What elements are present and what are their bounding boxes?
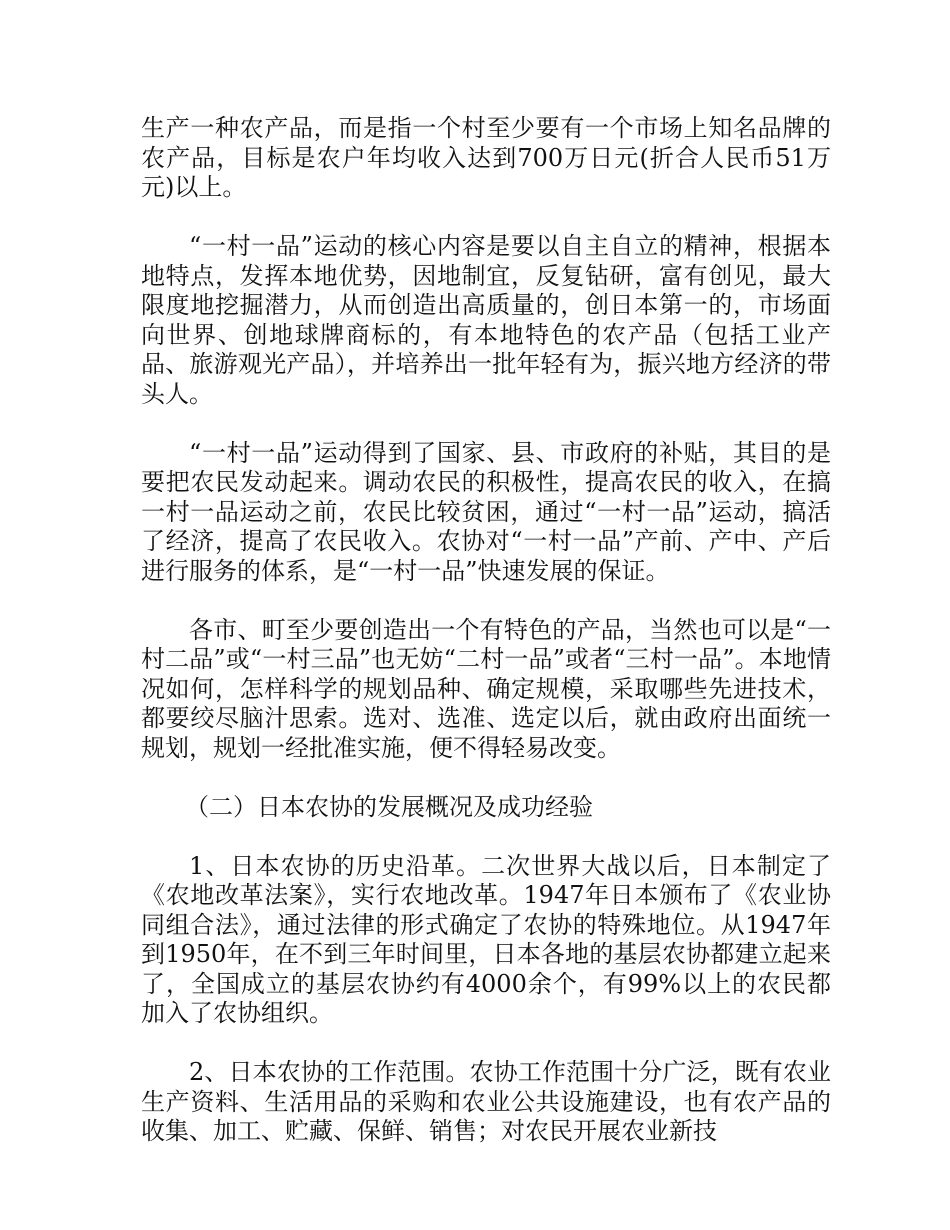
document-body	[141, 114, 831, 1176]
paragraph-scope: 2、日本农协的工作范围。农协工作范围十分广泛，既有农业生产资料、生活用品的采购和农业公共设施建设，也有农产品的收集、加工、贮藏、保鲜、销售；对农民开展农业新技	[141, 1058, 831, 1145]
paragraph-subsidy: “一村一品”运动得到了国家、县、市政府的补贴，其目的是要把农民发动起来。调动农民的积极性，提高农民的收入，在搞一村一品运动之前，农民比较贫困，通过“一村一品”运动，搞活了经济，提高了农民收入。农协对“一村一品”产前、产中、产后进行服务的体系，是“一村一品”快速发展的保证。	[141, 438, 831, 585]
paragraph-core-content: “一村一品”运动的核心内容是要以自主自立的精神，根据本地特点，发挥本地优势，因地制宜，反复钻研，富有创见，最大限度地挖掘潜力，从而创造出高质量的，创日本第一的，市场面向世界、创地球牌商标的，有本地特色的农产品（包括工业产品、旅游观光产品），并培养出一批年轻有为，振兴地方经济的带头人。	[141, 232, 831, 408]
paragraph-intro-continued: 生产一种农产品，而是指一个村至少要有一个市场上知名品牌的农产品，目标是农户年均收入达到700万日元(折合人民币51万元)以上。	[141, 114, 831, 201]
section-heading: （二）日本农协的发展概况及成功经验	[185, 792, 593, 821]
paragraph-planning: 各市、町至少要创造出一个有特色的产品，当然也可以是“一村二品”或“一村三品”也无妨“二村一品”或者“三村一品”。本地情况如何，怎样科学的规划品种、确定规模，采取哪些先进技术，都要绞尽脑汁思索。选对、选准、选定以后，就由政府出面统一规划，规划一经批准实施，便不得轻易改变。	[141, 615, 831, 762]
paragraph-history: 1、日本农协的历史沿革。二次世界大战以后，日本制定了《农地改革法案》，实行农地改革。1947年日本颁布了《农业协同组合法》，通过法律的形式确定了农协的特殊地位。从1947年到1950年，在不到三年时间里，日本各地的基层农协都建立起来了，全国成立的基层农协约有4000余个，有99%以上的农民都加入了农协组织。	[141, 851, 831, 1027]
